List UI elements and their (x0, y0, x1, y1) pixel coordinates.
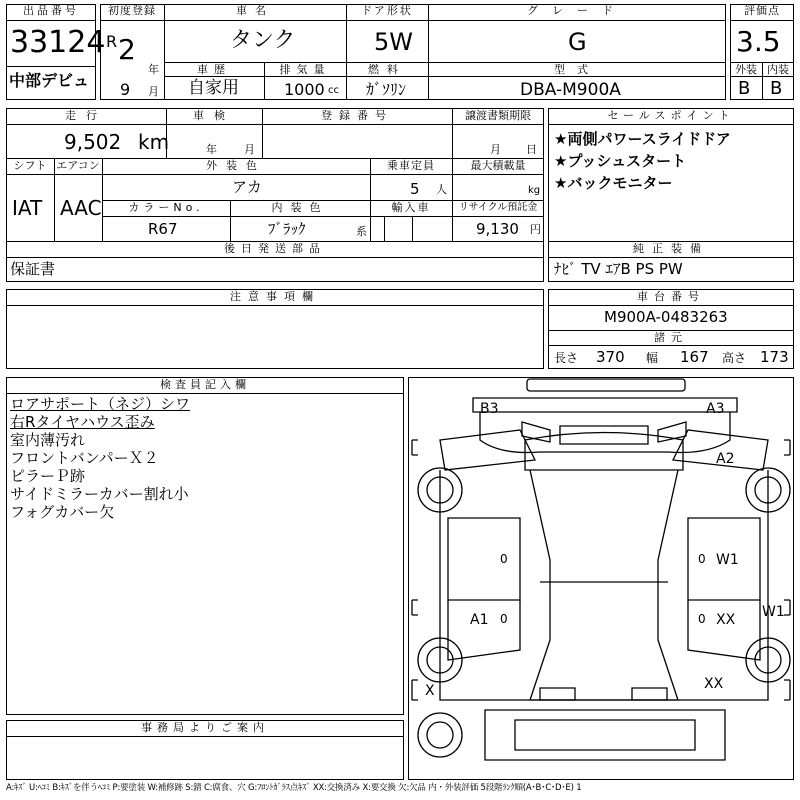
door-label: ドア形状 (361, 4, 413, 17)
equipment: ﾅﾋﾞ TV ｴｱB PS PW (554, 260, 683, 278)
sales-label: セールスポイント (607, 109, 735, 122)
capacity: 5 (410, 180, 420, 198)
chassis-label: 車台番号 (637, 290, 705, 303)
history: 自家用 (188, 78, 239, 98)
grade-label: グレード (527, 4, 627, 17)
reg-month: 9 (120, 80, 131, 99)
score-label: 評価点 (744, 4, 780, 17)
docs-label: 譲渡書類期限 (465, 109, 531, 122)
ext-grade: B (738, 78, 751, 99)
door: 5W (374, 28, 413, 56)
mark-b3: B3 (480, 401, 499, 417)
ac-label: エアコン (56, 159, 100, 172)
mark-a3: A3 (706, 401, 725, 417)
exterior-color: アカ (232, 178, 262, 196)
inspector-line: フォグカバー欠 (10, 503, 115, 521)
year-unit: 年 (148, 63, 159, 76)
regno-label: 登録番号 (321, 109, 393, 122)
load-unit: kg (528, 185, 541, 196)
insp-month-unit: 月 (244, 143, 255, 156)
venue: 中部デビュ (9, 71, 90, 90)
lot-label: 出品番号 (23, 4, 79, 17)
capacity-label: 乗車定員 (387, 159, 435, 172)
name-label: 車名 (236, 4, 274, 17)
interior-color: ﾌﾞﾗｯｸ (268, 220, 306, 238)
disp-label: 排気量 (279, 63, 331, 76)
shift: IAT (12, 196, 43, 220)
int-grade: B (770, 78, 783, 99)
car-name: タンク (230, 28, 296, 53)
inspector-line: ロアサポート（ネジ）シワ (10, 395, 191, 413)
sales-point: ★両側パワースライドドア (554, 130, 731, 148)
month-unit: 月 (148, 85, 159, 98)
equipment-label: 純正装備 (633, 242, 709, 255)
sales-point: ★プッシュスタート (554, 152, 687, 170)
mark-a1: A1 (470, 612, 489, 628)
docs-day-unit: 日 (526, 143, 537, 156)
colorno: R67 (148, 220, 178, 238)
inspector-label: 検査員記入欄 (160, 378, 250, 391)
office-label: 事務局よりご案内 (141, 721, 269, 734)
inspection-label: 車検 (193, 109, 235, 122)
dims-label: 諸元 (654, 331, 688, 344)
mark-xx: XX (716, 612, 736, 628)
ext-label: 外装 (735, 63, 757, 76)
ac: AAC (60, 196, 102, 220)
width: 167 (680, 348, 709, 366)
height: 173 (760, 348, 789, 366)
mark-x: X (425, 683, 435, 699)
recycle-label: リサイクル預託金 (458, 202, 538, 213)
history-label: 車歴 (197, 63, 231, 76)
mileage: 9,502 (64, 130, 122, 154)
era: R (106, 32, 118, 51)
mark-zero: 0 (500, 552, 508, 566)
width-label: 幅 (646, 351, 659, 365)
shift-label: シフト (13, 159, 47, 172)
grade: G (568, 28, 587, 56)
legend: A:ｷｽﾞ U:ﾍｺﾐ B:ｷｽﾞを伴うﾍｺﾐ P:要塗装 W:補修跡 S:錆 C:腐食、穴 G:ﾌﾛﾝﾄｶﾞﾗｽ点ｷｽﾞ XX:交換済み X:要交換 欠:欠品 内・外装評価 5段階ﾗﾝｸ順(A･B･C･D･E) 1 (6, 783, 582, 793)
score: 3.5 (736, 25, 781, 58)
capacity-unit: 人 (436, 183, 447, 196)
mark-zero: 0 (698, 612, 706, 626)
height-label: 高さ (722, 351, 747, 365)
mileage-unit: km (138, 130, 170, 154)
load-label: 最大積載量 (470, 159, 526, 172)
mileage-label: 走行 (65, 109, 107, 122)
displacement: 1000 (284, 80, 325, 99)
length: 370 (596, 348, 625, 366)
mark-a2: A2 (716, 451, 735, 467)
length-label: 長さ (554, 351, 579, 365)
model-label: 型式 (554, 63, 600, 76)
inspector-line: 室内薄汚れ (10, 431, 86, 449)
color-label: 外装色 (206, 159, 266, 172)
mark-zero: 0 (500, 612, 508, 626)
chassis-number: M900A-0483263 (604, 308, 728, 326)
inspector-line: 右Rタイヤハウス歪み (10, 413, 155, 431)
mark-xx: XX (704, 676, 724, 692)
int-label: 内装 (767, 63, 789, 76)
fuel-label: 燃料 (368, 63, 406, 76)
reg-label: 初度登録 (108, 4, 156, 17)
recycle-unit: 円 (530, 223, 541, 236)
notes-label: 注意事項欄 (230, 290, 320, 303)
import-label: 輸入車 (391, 201, 431, 214)
mark-w1: W1 (762, 604, 785, 620)
fuel: ｶﾞｿﾘﾝ (366, 80, 407, 99)
inspector-line: ピラーＰ跡 (10, 467, 86, 485)
colorno-label: カラーNo. (128, 201, 204, 214)
model: DBA-M900A (520, 80, 621, 100)
reg-year: 2 (118, 33, 136, 66)
docs-month-unit: 月 (490, 143, 501, 156)
inspector-line: フロントバンパーＸ２ (10, 449, 159, 467)
recycle: 9,130 (476, 220, 519, 238)
insp-year-unit: 年 (206, 143, 217, 156)
mark-w1: W1 (716, 552, 739, 568)
lot-number: 33124 (10, 25, 106, 60)
interior-label: 内装色 (271, 201, 329, 214)
inspector-line: サイドミラーカバー割れ小 (10, 485, 189, 503)
interior-unit: 系 (356, 225, 367, 238)
sales-point: ★バックモニター (554, 174, 673, 192)
later-parts-label: 後日発送部品 (224, 242, 326, 255)
mark-zero: 0 (698, 552, 706, 566)
later-parts: 保証書 (10, 260, 56, 278)
disp-unit: cc (328, 85, 339, 96)
